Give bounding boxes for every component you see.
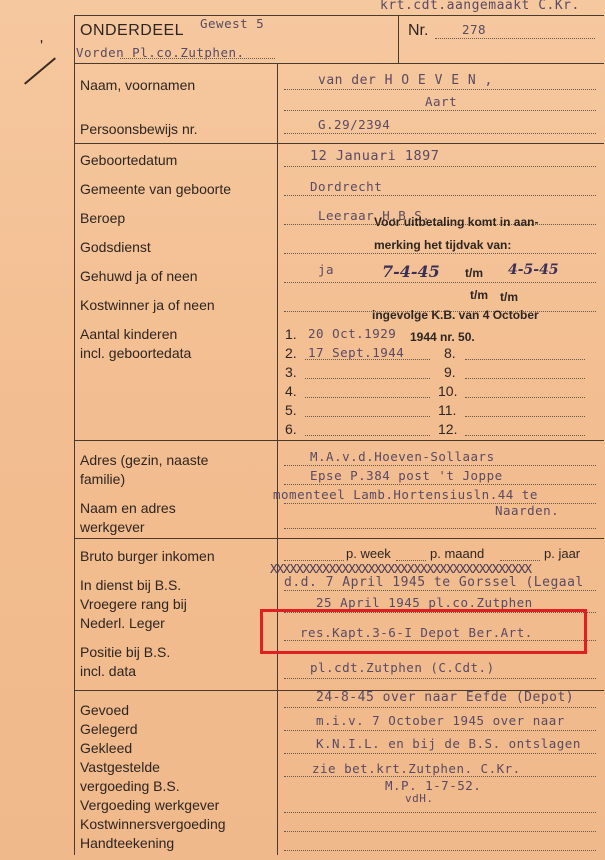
persoonsbewijs-value: G.29/2394 [318,117,391,132]
kostwinner-label: Kostwinner ja of neen [80,297,215,313]
stamp-line1: Voor uitbetaling komt in aan- [374,215,539,229]
adres-value1: M.A.v.d.Hoeven-Sollaars [310,449,495,464]
gelegerd-label: Gelegerd [80,721,138,737]
gehuwd-label: Gehuwd ja of neen [80,268,198,284]
vergoeding-werkgever-label: Vergoeding werkgever [80,797,220,813]
child1-num: 1. [285,326,297,342]
inkomen-week: p. week [346,546,391,561]
inkomen-jaar: p. jaar [544,546,581,561]
gehuwd-value: ja [318,262,335,277]
child9-num: 9. [444,364,456,380]
kinderen-label: Aantal kinderen [80,326,178,342]
adres-label: Adres (gezin, naaste [80,452,209,468]
stamp-from-date: 7-4-45 [382,262,440,281]
child11-num: 11. [438,402,457,418]
gekleed-value: K.N.I.L. en bij de B.S. ontslagen [316,736,581,751]
geboortedatum-label: Geboortedatum [80,152,178,168]
positie-sublabel: incl. data [80,663,137,679]
child1-value: 20 Oct.1929 [308,326,397,341]
gemeente-label: Gemeente van geboorte [80,181,231,197]
nr-label: Nr. [408,22,429,39]
handteekening-label: Handteekening [80,835,175,851]
rang-sublabel: Nederl. Leger [80,615,165,631]
werkgever-label: Naam en adres [80,500,176,516]
child8-num: 8. [444,345,456,361]
gevoed-value: m.i.v. 7 October 1945 over naar [316,713,565,728]
child12-num: 12. [438,421,458,437]
child2-value: 17 Sept.1944 [308,345,405,360]
beroep-value: Leeraar H.B.S. [318,208,431,223]
indienst-value: d.d. 7 April 1945 te Gorssel (Legaal [284,575,584,590]
gekleed-label: Gekleed [80,740,133,756]
rang-label: Vroegere rang bij [80,596,187,612]
child10-num: 10. [438,383,458,399]
persoonsbewijs-label: Persoonsbewijs nr. [80,121,198,137]
inkomen-label: Bruto burger inkomen [80,548,215,564]
werkgever-sublabel: werkgever [80,519,145,535]
voornaam-value: Aart [425,94,458,109]
child2-num: 2. [285,345,297,361]
nr-value: 278 [462,22,487,37]
kinderen-sublabel: incl. geboortedata [80,345,192,361]
werkgever-value1: momenteel Lamb.Hortensiusln.44 te [273,487,538,502]
top-note: krt.cdt.aangemaakt C.Kr. [380,0,580,13]
beroep-label: Beroep [80,210,126,226]
vastgestelde-sublabel: vergoeding B.S. [80,778,180,794]
onderdeel-label: ONDERDEEL [80,22,185,39]
child4-num: 4. [285,383,297,399]
child6-num: 6. [285,421,297,437]
pen-mark [24,57,56,84]
positie-value2: 24-8-45 over naar Eefde (Depot) [316,690,575,705]
indienst-label: In dienst bij B.S. [80,577,182,593]
adres-value2: Epse P.384 post 't Joppe [310,468,503,483]
onderdeel-value: Gewest 5 [200,16,265,31]
kostwinnersvergoeding-label: Kostwinnersvergoeding [80,816,226,832]
adres-sublabel: familie) [80,471,126,487]
vastgestelde-label: Vastgestelde [80,759,160,775]
positie-value1: pl.cdt.Zutphen (C.Cdt.) [310,660,495,675]
vastgestelde-value1: zie bet.krt.Zutphen. C.Kr. [312,761,521,776]
stamp-line2: merking het tijdvak van: [374,238,512,252]
struck-text: XXXXXXXXXXXXXXXXXXXXXXXXXXXXXXXXXXXXXXXX [270,561,532,575]
vastgestelde-value2: M.P. 1-7-52. [385,778,482,793]
godsdienst-label: Godsdienst [80,239,151,255]
positie-label: Positie bij B.S. [80,644,171,660]
gemeente-value: Dordrecht [310,179,383,194]
stamp-tm2: t/m [470,288,488,302]
naam-label: Naam, voornamen [80,77,196,93]
inkomen-maand: p. maand [430,546,485,561]
onderdeel-sub: Vorden Pl.co.Zutphen. [76,45,245,60]
naam-value: van der H O E V E N , [318,73,493,88]
geboortedatum-value: 12 Januari 1897 [310,148,440,164]
rang-value1: 25 April 1945 pl.co.Zutphen [316,595,533,610]
child5-num: 5. [285,402,297,418]
werkgever-value2: Naarden. [495,503,560,518]
highlight-box [260,609,587,654]
stamp-tm3: t/m [500,290,518,304]
stamp-tm1: t/m [465,266,483,280]
gevoed-label: Gevoed [80,702,130,718]
tick-mark: ' [40,38,44,55]
vastgestelde-value3: vdH. [405,792,434,805]
stamp-ingevolge: ingevolge K.B. van 4 October [372,308,539,322]
stamp-year-nr: 1944 nr. 50. [410,330,475,344]
stamp-to-date: 4-5-45 [508,262,559,278]
rang-value2: res.Kapt.3-6-I Depot Ber.Art. [300,625,533,640]
child3-num: 3. [285,364,297,380]
